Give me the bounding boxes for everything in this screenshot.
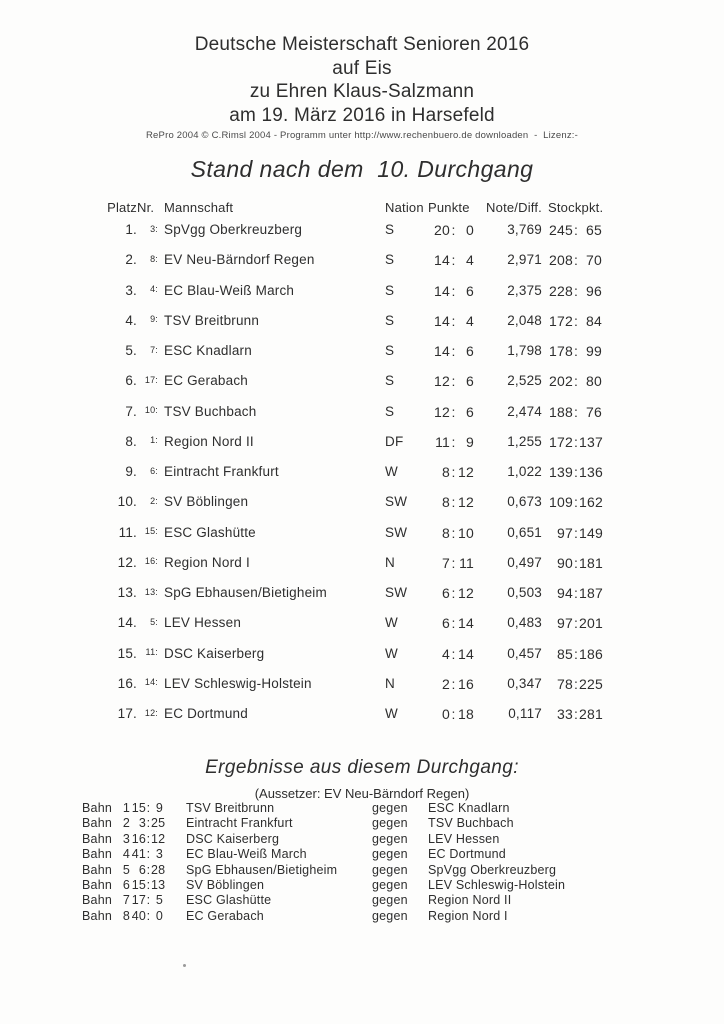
stockpunkte-colon: :	[573, 252, 579, 269]
stockpunkte-minus: 70	[586, 252, 602, 269]
document-header	[0, 33, 724, 141]
versus-label: gegen	[372, 908, 408, 923]
startnummer-value: 17:	[144, 374, 158, 385]
startnummer-value: 15:	[144, 526, 158, 536]
score-colon: :	[146, 877, 151, 892]
note-diff-value: 0,347	[507, 675, 542, 691]
stockpunkte-minus: 136	[579, 464, 603, 480]
versus-label: gegen	[372, 893, 408, 908]
note-diff-value: 2,525	[507, 373, 542, 389]
away-team-name: TSV Buchbach	[428, 816, 514, 831]
punkte-minus: 12	[458, 494, 474, 511]
score-colon: :	[146, 847, 151, 862]
startnummer-value: 7:	[150, 344, 158, 355]
away-team-name: EC Dortmund	[428, 847, 506, 862]
platz-value: 5.	[125, 343, 137, 358]
stockpunkte-plus: 33	[557, 706, 573, 722]
note-diff-value: 3,769	[507, 222, 542, 237]
score-home: 15	[131, 801, 146, 815]
col-header-stockpkt: Stockpkt.	[548, 200, 604, 215]
result-row	[82, 863, 642, 878]
stockpunkte-colon: :	[573, 645, 579, 662]
platz-value: 9.	[125, 464, 137, 479]
stockpunkte-colon: :	[573, 615, 579, 632]
punkte-colon: :	[451, 675, 456, 692]
stockpunkte-colon: :	[573, 675, 579, 692]
bahn-number: 8	[122, 908, 130, 923]
standings-table	[105, 200, 605, 736]
stockpunkte-minus: 186	[579, 645, 603, 662]
score-colon: :	[146, 816, 151, 831]
note-diff-value: 1,255	[507, 433, 542, 449]
standings-body	[105, 222, 605, 736]
stockpunkte-plus: 97	[557, 524, 573, 541]
punkte-plus: 2	[442, 675, 450, 692]
home-team-name: DSC Kaiserberg	[186, 831, 280, 846]
note-diff-value: 0,503	[507, 585, 542, 600]
punkte-minus: 6	[466, 403, 474, 420]
stockpunkte-plus: 78	[557, 675, 573, 692]
stockpunkte-colon: :	[573, 343, 579, 359]
stockpunkte-plus: 94	[557, 585, 573, 601]
note-diff-value: 0,117	[508, 706, 542, 721]
punkte-plus: 6	[442, 615, 450, 632]
startnummer-value: 9:	[150, 314, 158, 325]
score-away: 13	[151, 877, 166, 892]
stockpunkte-plus: 109	[549, 494, 573, 511]
stockpunkte-colon: :	[573, 373, 579, 390]
stockpunkte-minus: 225	[579, 675, 603, 692]
home-team-name: SV Böblingen	[186, 877, 265, 892]
punkte-colon: :	[451, 282, 456, 299]
startnummer-value: 8:	[150, 253, 158, 264]
standings-row	[105, 343, 605, 373]
note-diff-value: 2,048	[507, 312, 542, 328]
startnummer-value: 1:	[150, 435, 158, 446]
nation-value: SW	[385, 585, 408, 600]
col-header-mannschaft: Mannschaft	[164, 200, 234, 215]
stockpunkte-minus: 99	[586, 343, 602, 359]
punkte-minus: 0	[466, 222, 474, 238]
note-diff-value: 0,483	[507, 615, 542, 631]
stockpunkte-plus: 172	[549, 312, 573, 329]
stockpunkte-minus: 137	[579, 433, 603, 450]
col-header-nation: Nation	[385, 200, 424, 215]
stockpunkte-colon: :	[573, 706, 579, 722]
stockpunkte-colon: :	[573, 433, 579, 450]
punkte-minus: 4	[466, 312, 474, 329]
nation-value: S	[385, 403, 395, 419]
stockpunkte-colon: :	[573, 554, 579, 571]
platz-value: 2.	[125, 252, 137, 268]
nation-value: W	[385, 615, 398, 631]
note-diff-value: 1,798	[507, 343, 542, 358]
bahn-number: 3	[122, 831, 130, 846]
score-away: 12	[151, 831, 166, 846]
standings-row	[105, 434, 605, 464]
startnummer-value: 2:	[150, 495, 158, 506]
nation-value: SW	[385, 524, 408, 540]
home-team-name: TSV Breitbrunn	[186, 801, 275, 815]
score-away: 28	[151, 862, 166, 877]
repro-credit-line: RePro 2004 © C.Rimsl 2004 - Programm unter http://www.rechenbuero.de downloaden - Lizenz:-	[146, 130, 578, 141]
startnummer-value: 14:	[144, 677, 158, 688]
bahn-label: Bahn	[82, 801, 112, 815]
punkte-colon: :	[451, 312, 456, 329]
punkte-colon: :	[451, 373, 456, 390]
nation-value: W	[385, 645, 398, 661]
stockpunkte-minus: 201	[579, 615, 603, 632]
nation-value: S	[385, 343, 395, 358]
title-line-4: am 19. März 2016 in Harsefeld	[229, 104, 495, 126]
stockpunkte-minus: 162	[579, 494, 603, 511]
title-line-3: zu Ehren Klaus-Salzmann	[249, 81, 475, 102]
startnummer-value: 3:	[150, 223, 158, 234]
punkte-colon: :	[451, 585, 456, 601]
punkte-plus: 8	[442, 464, 450, 480]
col-header-nr: Nr.	[137, 200, 155, 215]
bahn-label: Bahn	[82, 877, 112, 892]
standings-row	[105, 313, 605, 343]
punkte-colon: :	[451, 706, 456, 722]
bahn-label: Bahn	[82, 862, 112, 877]
team-name: TSV Breitbrunn	[164, 312, 260, 328]
punkte-colon: :	[451, 494, 456, 511]
platz-value: 1.	[125, 222, 137, 237]
punkte-minus: 18	[458, 706, 474, 722]
score-home: 6	[138, 862, 146, 877]
col-header-platz: Platz	[107, 200, 137, 215]
platz-value: 14.	[117, 615, 137, 631]
stockpunkte-minus: 181	[579, 554, 603, 571]
score-away: 9	[155, 801, 163, 815]
stockpunkte-colon: :	[573, 312, 579, 329]
note-diff-value: 2,375	[507, 282, 542, 298]
col-header-punkte: Punkte	[428, 200, 470, 215]
team-name: SpG Ebhausen/Bietigheim	[164, 585, 327, 600]
team-name: Region Nord II	[164, 433, 254, 449]
score-away: 5	[155, 893, 163, 908]
stockpunkte-minus: 76	[586, 403, 602, 420]
standings-row	[105, 252, 605, 282]
platz-value: 3.	[125, 282, 137, 298]
punkte-minus: 11	[459, 554, 474, 571]
punkte-minus: 14	[458, 645, 474, 662]
stockpunkte-minus: 84	[586, 312, 602, 329]
standings-row	[105, 676, 605, 706]
punkte-plus: 4	[442, 645, 450, 662]
startnummer-value: 11:	[145, 647, 158, 657]
team-name: Eintracht Frankfurt	[164, 464, 279, 479]
platz-value: 7.	[125, 403, 137, 419]
team-name: TSV Buchbach	[164, 403, 257, 419]
punkte-minus: 12	[458, 464, 474, 480]
result-row	[82, 816, 642, 831]
stockpunkte-minus: 187	[579, 585, 603, 601]
stockpunkte-plus: 202	[549, 373, 573, 390]
punkte-plus: 7	[442, 554, 450, 571]
score-away: 3	[155, 847, 163, 862]
stockpunkte-minus: 149	[579, 524, 603, 541]
team-name: EV Neu-Bärndorf Regen	[164, 252, 315, 268]
results-heading: Ergebnisse aus diesem Durchgang:	[205, 757, 519, 778]
punkte-plus: 11	[435, 433, 450, 450]
col-header-note-diff: Note/Diff.	[486, 200, 542, 215]
stockpunkte-plus: 172	[549, 433, 573, 450]
result-row	[82, 893, 642, 908]
startnummer-value: 5:	[150, 616, 158, 627]
result-row	[82, 878, 642, 893]
home-team-name: SpG Ebhausen/Bietigheim	[186, 862, 338, 877]
punkte-plus: 14	[434, 312, 450, 329]
punkte-minus: 16	[458, 675, 474, 692]
standings-row	[105, 373, 605, 403]
results-list	[82, 801, 642, 924]
stockpunkte-colon: :	[573, 494, 579, 511]
team-name: EC Gerabach	[164, 373, 248, 389]
team-name: EC Dortmund	[164, 706, 248, 721]
note-diff-value: 1,022	[507, 464, 542, 479]
team-name: SpVgg Oberkreuzberg	[164, 222, 303, 237]
stockpunkte-plus: 245	[549, 222, 573, 238]
punkte-minus: 6	[466, 373, 474, 390]
platz-value: 6.	[125, 373, 137, 389]
punkte-colon: :	[451, 554, 456, 571]
startnummer-value: 16:	[144, 556, 158, 567]
team-name: SV Böblingen	[164, 494, 249, 510]
result-row	[82, 801, 642, 816]
standings-row	[105, 494, 605, 524]
versus-label: gegen	[372, 847, 408, 862]
bahn-label: Bahn	[82, 847, 112, 862]
punkte-minus: 4	[466, 252, 474, 269]
punkte-minus: 6	[466, 282, 474, 299]
away-team-name: LEV Hessen	[428, 831, 500, 846]
startnummer-value: 12:	[144, 707, 158, 718]
punkte-plus: 14	[434, 252, 450, 269]
stockpunkte-colon: :	[573, 222, 579, 238]
standings-heading: Stand nach dem 10. Durchgang	[190, 156, 534, 182]
score-home: 17	[131, 893, 146, 908]
away-team-name: SpVgg Oberkreuzberg	[428, 862, 557, 877]
bahn-number: 6	[122, 877, 130, 892]
platz-value: 15.	[117, 645, 137, 661]
standings-row	[105, 525, 605, 555]
standings-row	[105, 555, 605, 585]
versus-label: gegen	[372, 862, 408, 877]
stockpunkte-plus: 178	[549, 343, 573, 359]
team-name: ESC Knadlarn	[164, 343, 252, 358]
stockpunkte-minus: 65	[586, 222, 602, 238]
score-colon: :	[146, 831, 151, 846]
result-row	[82, 909, 642, 924]
standings-row	[105, 585, 605, 615]
home-team-name: ESC Glashütte	[186, 893, 272, 908]
away-team-name: ESC Knadlarn	[428, 801, 510, 815]
versus-label: gegen	[372, 831, 408, 846]
nation-value: N	[385, 675, 395, 691]
platz-value: 11.	[118, 524, 137, 540]
standings-row	[105, 404, 605, 434]
bahn-number: 7	[122, 893, 130, 908]
standings-row	[105, 706, 605, 736]
nation-value: W	[385, 706, 398, 721]
score-away: 25	[151, 816, 166, 831]
punkte-plus: 20	[434, 222, 450, 238]
startnummer-value: 4:	[150, 284, 158, 294]
punkte-plus: 12	[434, 403, 450, 420]
stockpunkte-minus: 96	[586, 282, 602, 299]
stockpunkte-plus: 188	[549, 403, 573, 420]
bahn-label: Bahn	[82, 893, 112, 908]
nation-value: S	[385, 312, 395, 328]
punkte-plus: 12	[434, 373, 450, 390]
punkte-plus: 14	[434, 282, 450, 299]
team-name: ESC Glashütte	[164, 524, 256, 540]
team-name: Region Nord I	[164, 554, 250, 570]
platz-value: 13.	[117, 585, 137, 600]
punkte-colon: :	[451, 252, 456, 269]
score-colon: :	[146, 908, 151, 923]
startnummer-value: 10:	[144, 405, 158, 415]
bahn-number: 5	[122, 862, 130, 877]
stockpunkte-colon: :	[573, 464, 579, 480]
nation-value: DF	[385, 433, 404, 449]
punkte-plus: 8	[442, 494, 450, 511]
nation-value: N	[385, 554, 395, 570]
nation-value: S	[385, 222, 395, 237]
bahn-label: Bahn	[82, 908, 112, 923]
score-home: 16	[131, 831, 146, 846]
scan-speck	[183, 964, 186, 967]
standings-row	[105, 615, 605, 645]
stockpunkte-colon: :	[573, 282, 579, 299]
punkte-plus: 8	[442, 524, 450, 541]
note-diff-value: 0,497	[507, 554, 542, 570]
result-row	[82, 832, 642, 847]
team-name: EC Blau-Weiß March	[164, 282, 295, 298]
punkte-colon: :	[451, 464, 456, 480]
team-name: LEV Schleswig-Holstein	[164, 675, 312, 691]
stockpunkte-plus: 90	[557, 554, 573, 571]
standings-row	[105, 222, 605, 252]
bahn-number: 1	[122, 801, 130, 815]
stockpunkte-plus: 208	[549, 252, 573, 269]
punkte-minus: 14	[458, 615, 474, 632]
stockpunkte-plus: 228	[549, 282, 573, 299]
note-diff-value: 2,971	[507, 252, 542, 268]
score-colon: :	[146, 893, 151, 908]
nation-value: SW	[385, 494, 408, 510]
nation-value: S	[385, 282, 395, 298]
platz-value: 10.	[117, 494, 137, 510]
versus-label: gegen	[372, 816, 408, 831]
stockpunkte-plus: 139	[549, 464, 573, 480]
bahn-number: 4	[122, 847, 130, 862]
note-diff-value: 2,474	[507, 403, 542, 419]
nation-value: W	[385, 464, 398, 479]
nation-value: S	[385, 252, 395, 268]
punkte-colon: :	[451, 524, 456, 541]
punkte-minus: 6	[466, 343, 474, 359]
score-home: 15	[131, 877, 146, 892]
punkte-colon: :	[451, 222, 456, 238]
away-team-name: LEV Schleswig-Holstein	[428, 877, 566, 892]
title-line-1: Deutsche Meisterschaft Senioren 2016	[194, 34, 530, 55]
punkte-plus: 6	[442, 585, 450, 601]
startnummer-value: 6:	[150, 465, 158, 476]
score-away: 0	[155, 908, 163, 923]
punkte-colon: :	[451, 343, 456, 359]
score-home: 41	[131, 847, 146, 862]
score-home: 3	[138, 816, 146, 831]
bahn-label: Bahn	[82, 831, 112, 846]
score-colon: :	[146, 862, 151, 877]
title-line-2: auf Eis	[332, 57, 392, 79]
punkte-minus: 9	[466, 433, 474, 450]
punkte-colon: :	[451, 645, 456, 662]
note-diff-value: 0,673	[507, 494, 542, 510]
punkte-minus: 12	[458, 585, 474, 601]
away-team-name: Region Nord II	[428, 893, 512, 908]
away-team-name: Region Nord I	[428, 908, 508, 923]
note-diff-value: 0,457	[507, 645, 542, 661]
punkte-colon: :	[451, 403, 456, 420]
versus-label: gegen	[372, 877, 408, 892]
standings-row	[105, 283, 605, 313]
punkte-colon: :	[451, 615, 456, 632]
punkte-colon: :	[451, 433, 456, 450]
platz-value: 17.	[117, 706, 137, 721]
stockpunkte-colon: :	[573, 524, 579, 541]
team-name: DSC Kaiserberg	[164, 645, 265, 661]
versus-label: gegen	[372, 801, 408, 815]
home-team-name: EC Gerabach	[186, 908, 264, 923]
bahn-number: 2	[122, 816, 130, 831]
aussetzer-note: (Aussetzer: EV Neu-Bärndorf Regen)	[254, 786, 470, 801]
standings-row	[105, 646, 605, 676]
platz-value: 4.	[125, 312, 137, 328]
stockpunkte-minus: 80	[586, 373, 602, 390]
result-row	[82, 847, 642, 862]
note-diff-value: 0,651	[507, 524, 542, 540]
stockpunkte-plus: 97	[557, 615, 573, 632]
stockpunkte-colon: :	[573, 403, 579, 420]
home-team-name: EC Blau-Weiß March	[186, 847, 307, 862]
stockpunkte-colon: :	[573, 585, 579, 601]
platz-value: 8.	[125, 433, 137, 449]
platz-value: 16.	[117, 675, 137, 691]
punkte-plus: 0	[442, 706, 450, 722]
team-name: LEV Hessen	[164, 615, 242, 631]
stockpunkte-plus: 85	[557, 645, 573, 662]
standings-row	[105, 464, 605, 494]
nation-value: S	[385, 373, 395, 389]
startnummer-value: 13:	[144, 586, 158, 597]
stockpunkte-minus: 281	[579, 706, 603, 722]
standings-header-row	[105, 200, 605, 222]
punkte-minus: 10	[458, 524, 474, 541]
bahn-label: Bahn	[82, 816, 112, 831]
home-team-name: Eintracht Frankfurt	[186, 816, 293, 831]
punkte-plus: 14	[434, 343, 450, 359]
score-colon: :	[146, 801, 151, 815]
score-home: 40	[131, 908, 146, 923]
platz-value: 12.	[117, 554, 137, 570]
